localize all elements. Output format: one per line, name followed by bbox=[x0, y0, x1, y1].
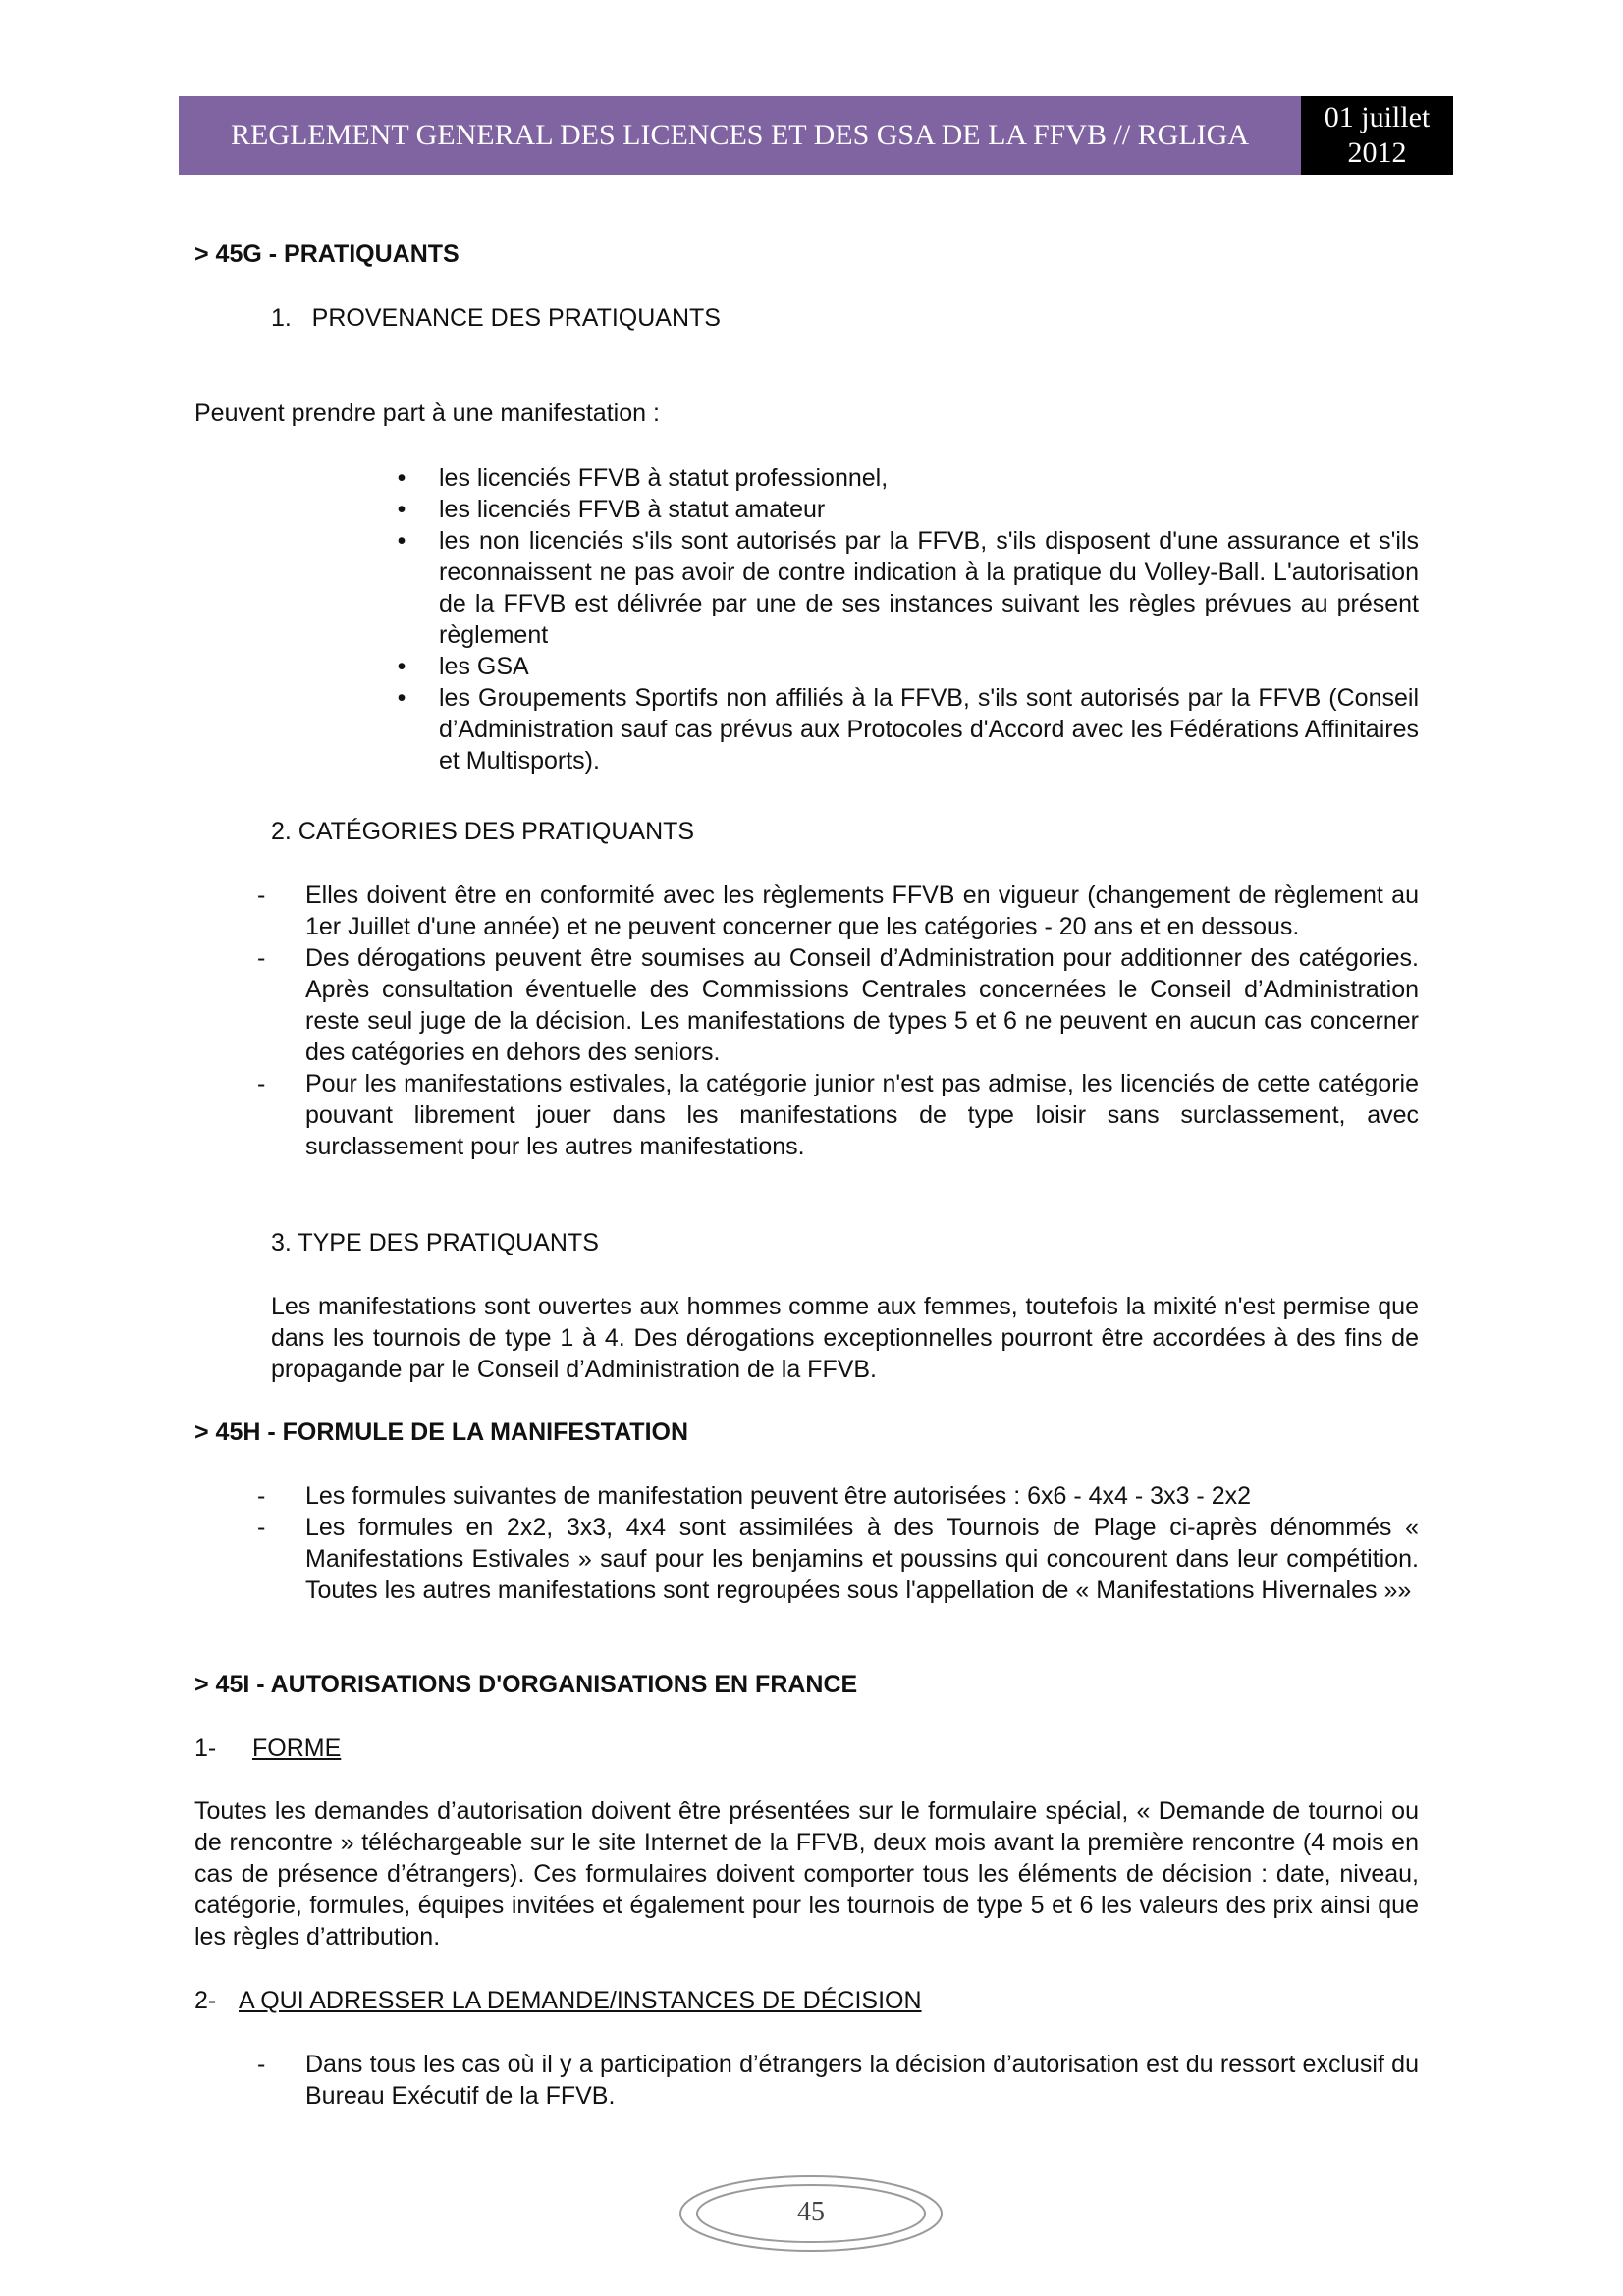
subsection-instances-title: A QUI ADRESSER LA DEMANDE/INSTANCES DE DÉCISION bbox=[239, 1987, 922, 2014]
bullet-icon: • bbox=[397, 464, 406, 492]
list-item: - Les formules en 2x2, 3x3, 4x4 sont assimilées à des Tournois de Plage ci-après dénommés « Manifestations Estivales » sauf pour les benjamins et poussins qui concourent dans leur compétition. Toutes les autres manifestations sont regroupées sous l'appellation de « Manifestations Hivernales »» bbox=[257, 1514, 1419, 1604]
list-item: - Les formules suivantes de manifestation peuvent être autorisées : 6x6 - 4x4 - 3x3 - 2x2 bbox=[257, 1482, 1252, 1510]
section-45i-heading: > 45I - AUTORISATIONS D'ORGANISATIONS EN FRANCE bbox=[194, 1671, 858, 1698]
list-item: • les licenciés FFVB à statut amateur bbox=[439, 494, 1419, 525]
provenance-intro: Peuvent prendre part à une manifestation : bbox=[194, 400, 660, 427]
forme-paragraph: Toutes les demandes d’autorisation doivent être présentées sur le formulaire spécial, « Demande de tournoi ou de rencontre » téléchargeable sur le site Internet de la FFVB, deux mois avant la première rencontre (4 mois en cas de présence d’étrangers). Ces formulaires doivent comporter tous les éléments de décision : date, niveau, catégorie, formules, équipes invitées et également pour les tournois de type 5 et 6 les valeurs des prix ainsi que les règles d’attribution. bbox=[194, 1797, 1419, 1950]
page-number: 45 bbox=[797, 2197, 825, 2227]
list-item: • les non licenciés s'ils sont autorisés par la FFVB, s'ils disposent d'une assurance et s'ils reconnaissent ne pas avoir de contre indication à la pratique du Volley-Ball. L'autorisation de la FFVB est délivrée par une de ses instances suivant les règles prévues au présent règlement bbox=[439, 525, 1419, 651]
list-item: - Pour les manifestations estivales, la catégorie junior n'est pas admise, les licenciés de cette catégorie pouvant librement jouer dans les manifestations de type loisir sans surclassement, avec surclassement pour les autres manifestations. bbox=[257, 1070, 1419, 1160]
formule-list bbox=[257, 1480, 1419, 1606]
type-paragraph: Les manifestations sont ouvertes aux hommes comme aux femmes, toutefois la mixité n'est permise que dans les tournois de type 1 à 4. Des dérogations exceptionnelles pourront être accordées à des fins de propagande par le Conseil d’Administration de la FFVB. bbox=[271, 1293, 1419, 1383]
list-item: - Des dérogations peuvent être soumises au Conseil d’Administration pour additionner des catégories. Après consultation éventuelle des Commissions Centrales concernées le Conseil d’Administration reste seul juge de la décision. Les manifestations de types 5 et 6 ne peuvent en aucun cas concerner des catégories en dehors des seniors. bbox=[257, 944, 1419, 1066]
document-title: REGLEMENT GENERAL DES LICENCES ET DES GSA DE LA FFVB // RGLIGA bbox=[179, 96, 1301, 175]
bullet-icon: • bbox=[397, 496, 406, 523]
section-45h-heading: > 45H - FORMULE DE LA MANIFESTATION bbox=[194, 1418, 689, 1446]
list-item: - Elles doivent être en conformité avec les règlements FFVB en vigueur (changement de règlement au 1er Juillet d'une année) et ne peuvent concerner que les catégories - 20 ans et en dessous. bbox=[257, 881, 1419, 940]
bullet-icon: • bbox=[397, 684, 406, 712]
bullet-icon: • bbox=[397, 653, 406, 680]
subsection-forme-title: FORME bbox=[252, 1735, 342, 1762]
list-item: • les licenciés FFVB à statut professionnel, bbox=[439, 462, 1419, 494]
bullet-icon: • bbox=[397, 527, 406, 555]
subsection-forme-number: 1- bbox=[194, 1735, 217, 1762]
list-item: • les Groupements Sportifs non affiliés à la FFVB, s'ils sont autorisés par la FFVB (Conseil d’Administration sauf cas prévus aux Protocoles d'Accord avec les Fédérations Affinitaires et Multisports). bbox=[439, 682, 1419, 776]
categories-list bbox=[257, 880, 1419, 1162]
subsection-categories-title: 2. CATÉGORIES DES PRATIQUANTS bbox=[271, 818, 695, 845]
list-item: - Dans tous les cas où il y a participation d’étrangers la décision d’autorisation est du ressort exclusif du Bureau Exécutif de la FFVB. bbox=[257, 2051, 1419, 2109]
list-item: • les GSA bbox=[439, 651, 1419, 682]
subsection-instances-number: 2- bbox=[194, 1987, 217, 2014]
page-header bbox=[179, 96, 1453, 175]
provenance-list bbox=[397, 462, 1419, 776]
section-45g-heading: > 45G - PRATIQUANTS bbox=[194, 240, 460, 268]
subsection-type-title: 3. TYPE DES PRATIQUANTS bbox=[271, 1229, 599, 1256]
subsection-provenance-title: 1. PROVENANCE DES PRATIQUANTS bbox=[271, 304, 721, 332]
document-date: 01 juillet 2012 bbox=[1301, 96, 1453, 175]
instances-list bbox=[257, 2049, 1419, 2111]
